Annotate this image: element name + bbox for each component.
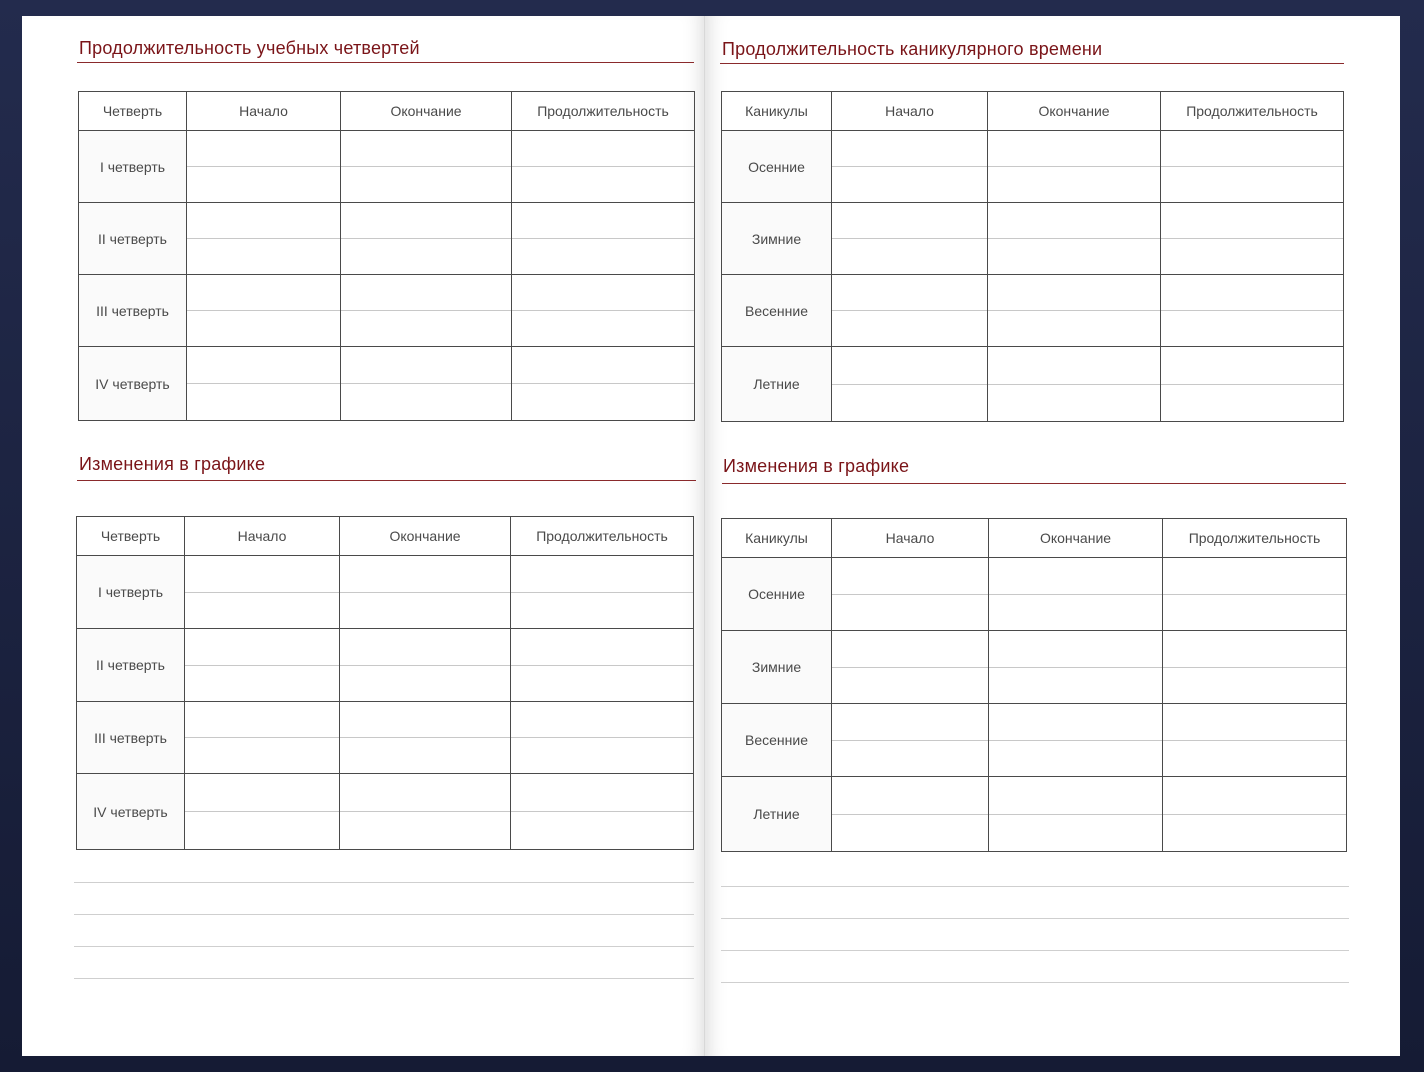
end-cell[interactable] (340, 702, 511, 774)
row-label: Осенние (722, 131, 832, 203)
table-row (722, 275, 1344, 347)
table-header-row (722, 519, 1347, 558)
duration-cell[interactable] (512, 203, 695, 275)
row-label: IV четверть (79, 347, 187, 421)
quarters-title: Продолжительность учебных четвертей (79, 38, 420, 58)
right-page (706, 16, 1400, 1056)
note-line[interactable] (74, 978, 694, 979)
quarters-table (78, 91, 695, 421)
note-line[interactable] (74, 882, 694, 883)
column-header-quarter: Четверть (79, 92, 187, 131)
row-label: Летние (722, 347, 832, 422)
end-cell[interactable] (341, 203, 512, 275)
end-cell[interactable] (341, 275, 512, 347)
note-line[interactable] (74, 946, 694, 947)
column-header-start: Начало (832, 92, 988, 131)
row-label: III четверть (77, 702, 185, 774)
duration-cell[interactable] (1163, 631, 1347, 704)
end-cell[interactable] (989, 631, 1163, 704)
end-cell[interactable] (340, 556, 511, 629)
note-line[interactable] (721, 918, 1349, 919)
table-row (79, 203, 695, 275)
table-row (722, 631, 1347, 704)
end-cell[interactable] (340, 629, 511, 702)
duration-cell[interactable] (512, 275, 695, 347)
start-cell[interactable] (832, 704, 989, 777)
column-header-holidays: Каникулы (722, 519, 832, 558)
duration-cell[interactable] (1163, 558, 1347, 631)
start-cell[interactable] (185, 774, 340, 850)
column-header-quarter: Четверть (77, 517, 185, 556)
end-cell[interactable] (341, 347, 512, 421)
duration-cell[interactable] (512, 347, 695, 421)
note-line[interactable] (721, 982, 1349, 983)
duration-cell[interactable] (511, 702, 694, 774)
changes-title-rule-left (77, 480, 696, 481)
duration-cell[interactable] (1163, 777, 1347, 852)
column-header-duration: Продолжительность (511, 517, 694, 556)
end-cell[interactable] (341, 131, 512, 203)
row-label: Зимние (722, 203, 832, 275)
row-label: Летние (722, 777, 832, 852)
holidays-title-rule (720, 63, 1344, 64)
duration-cell[interactable] (1161, 131, 1344, 203)
column-header-start: Начало (185, 517, 340, 556)
row-label: Зимние (722, 631, 832, 704)
changes-title-rule-right (722, 483, 1346, 484)
end-cell[interactable] (988, 131, 1161, 203)
table-row (722, 131, 1344, 203)
start-cell[interactable] (185, 629, 340, 702)
changes-title-right: Изменения в графике (723, 456, 910, 476)
column-header-duration: Продолжительность (512, 92, 695, 131)
column-header-start: Начало (832, 519, 989, 558)
table-header-row (722, 92, 1344, 131)
column-header-holidays: Каникулы (722, 92, 832, 131)
column-header-start: Начало (187, 92, 341, 131)
end-cell[interactable] (989, 558, 1163, 631)
duration-cell[interactable] (511, 629, 694, 702)
holidays-changes-table (721, 518, 1347, 852)
end-cell[interactable] (989, 777, 1163, 852)
end-cell[interactable] (988, 275, 1161, 347)
end-cell[interactable] (340, 774, 511, 850)
quarters-title-rule (77, 62, 694, 63)
note-line[interactable] (74, 914, 694, 915)
start-cell[interactable] (187, 275, 341, 347)
table-row (79, 275, 695, 347)
row-label: II четверть (79, 203, 187, 275)
duration-cell[interactable] (1163, 704, 1347, 777)
start-cell[interactable] (832, 777, 989, 852)
quarters-changes-table (76, 516, 694, 850)
table-row (77, 629, 694, 702)
left-page (22, 16, 704, 1056)
row-label: I четверть (77, 556, 185, 629)
start-cell[interactable] (832, 275, 988, 347)
table-row (722, 777, 1347, 852)
row-label: Осенние (722, 558, 832, 631)
note-line[interactable] (721, 950, 1349, 951)
duration-cell[interactable] (512, 131, 695, 203)
holidays-table (721, 91, 1344, 422)
duration-cell[interactable] (511, 556, 694, 629)
start-cell[interactable] (832, 347, 988, 422)
table-row (722, 558, 1347, 631)
holidays-title: Продолжительность каникулярного времени (722, 39, 1103, 59)
table-header-row (77, 517, 694, 556)
start-cell[interactable] (832, 203, 988, 275)
start-cell[interactable] (187, 131, 341, 203)
end-cell[interactable] (988, 347, 1161, 422)
table-row (79, 131, 695, 203)
row-label: II четверть (77, 629, 185, 702)
changes-title-left: Изменения в графике (79, 454, 266, 474)
start-cell[interactable] (185, 702, 340, 774)
row-label: III четверть (79, 275, 187, 347)
column-header-end: Окончание (989, 519, 1163, 558)
column-header-duration: Продолжительность (1163, 519, 1347, 558)
duration-cell[interactable] (1161, 347, 1344, 422)
start-cell[interactable] (185, 556, 340, 629)
start-cell[interactable] (187, 203, 341, 275)
table-row (77, 702, 694, 774)
end-cell[interactable] (989, 704, 1163, 777)
duration-cell[interactable] (1161, 203, 1344, 275)
row-label: Весенние (722, 704, 832, 777)
row-label: I четверть (79, 131, 187, 203)
table-row (722, 203, 1344, 275)
row-label: IV четверть (77, 774, 185, 850)
duration-cell[interactable] (1161, 275, 1344, 347)
table-header-row (79, 92, 695, 131)
column-header-end: Окончание (341, 92, 512, 131)
note-line[interactable] (721, 886, 1349, 887)
start-cell[interactable] (187, 347, 341, 421)
row-label: Весенние (722, 275, 832, 347)
table-row (77, 774, 694, 850)
table-row (722, 704, 1347, 777)
table-row (722, 347, 1344, 422)
start-cell[interactable] (832, 558, 989, 631)
start-cell[interactable] (832, 131, 988, 203)
column-header-end: Окончание (988, 92, 1161, 131)
duration-cell[interactable] (511, 774, 694, 850)
end-cell[interactable] (988, 203, 1161, 275)
column-header-end: Окончание (340, 517, 511, 556)
table-row (77, 556, 694, 629)
table-row (79, 347, 695, 421)
start-cell[interactable] (832, 631, 989, 704)
column-header-duration: Продолжительность (1161, 92, 1344, 131)
